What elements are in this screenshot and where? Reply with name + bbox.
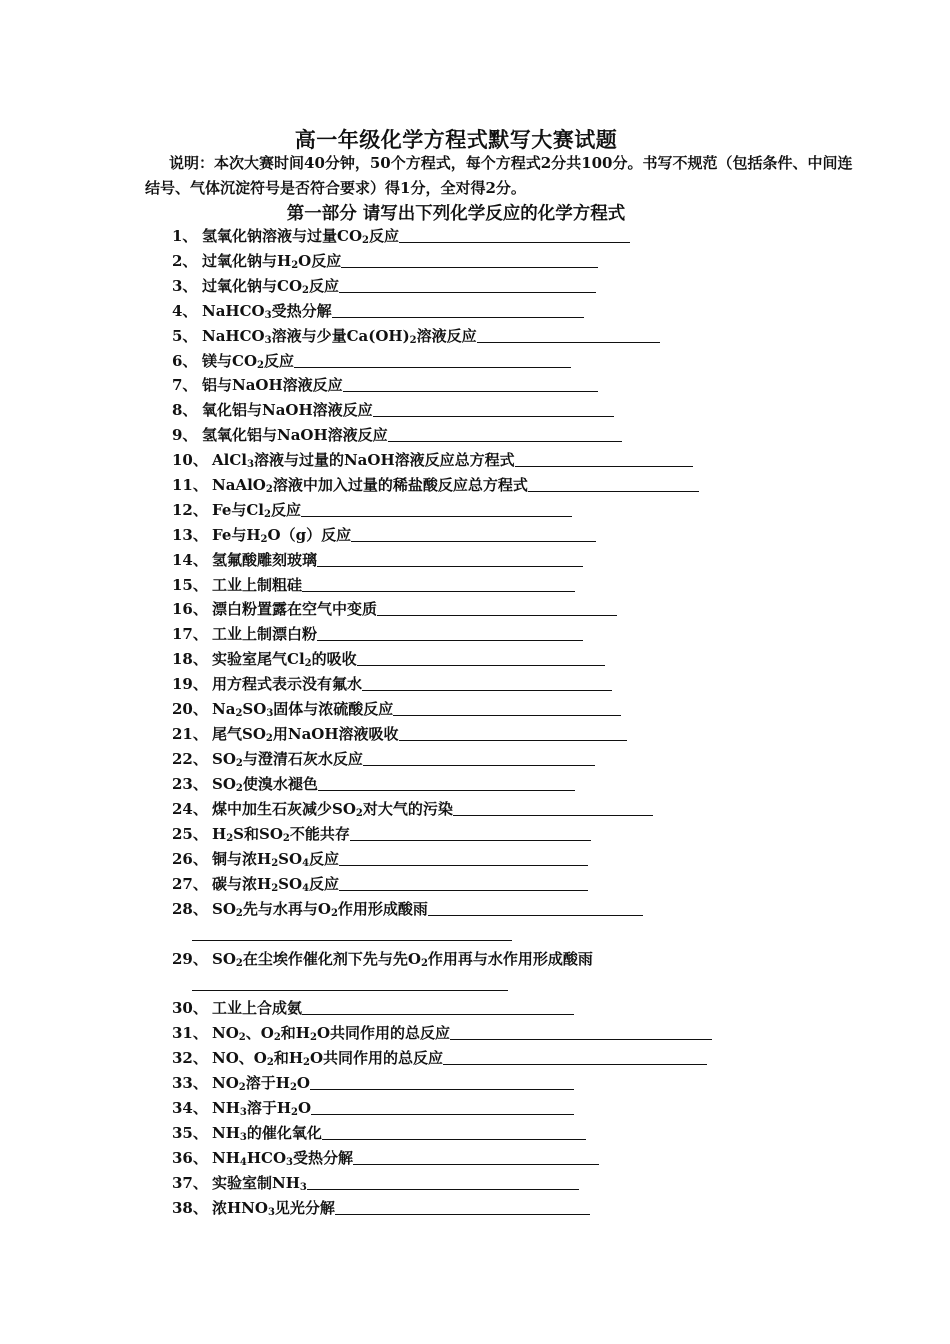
question-item (172, 597, 617, 621)
question-number: 11、 (172, 476, 208, 494)
answer-line[interactable] (388, 441, 622, 442)
question-item (172, 573, 575, 597)
answer-line-28-extra[interactable] (192, 940, 512, 941)
question-number: 26、 (172, 850, 208, 868)
question-number: 18、 (172, 650, 208, 668)
question-number: 29、 (172, 950, 208, 968)
question-number: 22、 (172, 750, 208, 768)
answer-line[interactable] (335, 1214, 590, 1215)
question-item (172, 498, 572, 522)
question-number: 1、 (172, 227, 198, 245)
question-number: 13、 (172, 526, 208, 544)
question-number: 3、 (172, 277, 198, 295)
question-item (172, 1096, 574, 1120)
question-text: 过氧化钠与$CO_2$反应 (202, 277, 339, 296)
answer-line[interactable] (363, 765, 595, 766)
question-item (172, 897, 643, 921)
question-text: 工业上制粗硅 (212, 576, 303, 594)
question-text: $SO_2$先与水再与$O_2$作用形成酸雨 (212, 900, 428, 919)
question-item (172, 274, 596, 298)
question-number: 9、 (172, 426, 198, 444)
question-item (172, 822, 591, 846)
answer-line-29-extra[interactable] (192, 990, 508, 991)
answer-line[interactable] (357, 665, 605, 666)
answer-line[interactable] (443, 1064, 707, 1065)
question-text: $H_2S$和$SO_2$不能共存 (212, 825, 350, 844)
question-number: 38、 (172, 1199, 208, 1217)
question-number: 16、 (172, 600, 208, 618)
question-item (172, 1121, 586, 1145)
question-text: $NO_2$溶于$H_2O$ (212, 1074, 310, 1093)
question-item (172, 249, 598, 273)
answer-line[interactable] (317, 640, 583, 641)
question-number: 28、 (172, 900, 208, 918)
question-text: NaHCO$_3$溶液与少量$Ca(OH)_2$溶液反应 (202, 327, 477, 346)
question-text: $Na_2SO_3$固体与浓硫酸反应 (212, 700, 394, 719)
question-number: 34、 (172, 1099, 208, 1117)
answer-line[interactable] (362, 690, 612, 691)
question-number: 35、 (172, 1124, 208, 1142)
question-item (172, 423, 622, 447)
question-text: 实验室制$NH_3$ (212, 1174, 307, 1193)
question-number: 21、 (172, 725, 208, 743)
question-number: 24、 (172, 800, 208, 818)
question-item (172, 324, 660, 348)
question-item (172, 672, 612, 696)
question-number: 14、 (172, 551, 208, 569)
question-item (172, 797, 653, 821)
question-item (172, 697, 621, 721)
question-text: 铜与浓$H_2SO_4$反应 (212, 850, 340, 869)
question-text: 煤中加生石灰减少$SO_2$对大气的污染 (212, 800, 453, 819)
answer-line[interactable] (428, 915, 643, 916)
question-text: $SO_2$在尘埃作催化剂下先与先$O_2$作用再与水作用形成酸雨 (212, 950, 593, 969)
question-text: $SO_2$使溴水褪色 (212, 775, 318, 794)
question-text: 氢氟酸雕刻玻璃 (212, 551, 318, 569)
answer-line[interactable] (353, 1164, 599, 1165)
question-text: 过氧化钠与$H_2O$反应 (202, 252, 342, 271)
question-text: 工业上合成氨 (212, 999, 303, 1017)
question-text: $NO_2$、$O_2$和$H_2O$共同作用的总反应 (212, 1024, 451, 1043)
answer-line[interactable] (311, 1114, 574, 1115)
question-number: 8、 (172, 401, 198, 419)
question-item (172, 373, 598, 397)
instructions-note: 说明：本次大赛时间40分钟，50个方程式，每个方程式2分共100分。书写不规范（包括条件、中间连结号、气体沉淀符号是否符合要求）得1分，全对得2分。 (145, 154, 853, 197)
question-text: $NH_4HCO_3$受热分解 (212, 1149, 354, 1168)
question-text: 碳与浓$H_2SO_4$反应 (212, 875, 340, 894)
question-text: Fe与$Cl_2$反应 (212, 501, 301, 520)
question-number: 36、 (172, 1149, 208, 1167)
answer-line[interactable] (399, 242, 630, 243)
answer-line[interactable] (307, 1189, 579, 1190)
answer-line[interactable] (322, 1139, 586, 1140)
question-item (172, 448, 693, 472)
question-text: 铝与NaOH溶液反应 (202, 376, 343, 394)
question-number: 37、 (172, 1174, 208, 1192)
question-item (172, 872, 588, 896)
question-item (172, 1146, 599, 1170)
answer-line[interactable] (339, 890, 588, 891)
question-item (172, 1196, 590, 1220)
question-text: NO、$O_2$和$H_2O$共同作用的总反应 (212, 1049, 444, 1068)
page-title: 高一年级化学方程式默写大赛试题 (294, 127, 618, 152)
answer-line[interactable] (317, 566, 583, 567)
answer-line[interactable] (377, 615, 617, 616)
question-text: 漂白粉置露在空气中变质 (212, 600, 378, 618)
question-number: 27、 (172, 875, 208, 893)
question-number: 30、 (172, 999, 208, 1017)
question-item (172, 349, 571, 373)
question-text: $NH_3$的催化氧化 (212, 1124, 322, 1143)
question-text: 浓$HNO_3$见光分解 (212, 1199, 335, 1218)
question-number: 17、 (172, 625, 208, 643)
answer-line[interactable] (393, 715, 621, 716)
question-item (172, 996, 574, 1020)
question-item (172, 722, 627, 746)
answer-line[interactable] (294, 367, 571, 368)
question-number: 25、 (172, 825, 208, 843)
question-item (172, 1046, 707, 1070)
question-text: 尾气$SO_2$用NaOH溶液吸收 (212, 725, 399, 744)
answer-line[interactable] (332, 317, 584, 318)
question-item (172, 398, 614, 422)
question-item (172, 548, 583, 572)
answer-line[interactable] (302, 591, 575, 592)
answer-line[interactable] (373, 416, 614, 417)
question-text: 用方程式表示没有氟水 (212, 675, 363, 693)
question-text: 氢氧化钠溶液与过量$CO_2$反应 (202, 227, 399, 246)
question-item (172, 747, 595, 771)
question-item (172, 1171, 579, 1195)
answer-line[interactable] (339, 292, 596, 293)
question-item (172, 1071, 574, 1095)
question-text: NaHCO$_3$受热分解 (202, 302, 332, 321)
question-item (172, 647, 605, 671)
question-item (172, 473, 699, 497)
question-text: $SO_2$与澄清石灰水反应 (212, 750, 363, 769)
question-number: 20、 (172, 700, 208, 718)
answer-line[interactable] (343, 391, 598, 392)
question-item (172, 1021, 712, 1045)
section-heading: 第一部分 请写出下列化学反应的化学方程式 (286, 204, 626, 224)
answer-line[interactable] (341, 267, 598, 268)
answer-line[interactable] (450, 1039, 712, 1040)
question-number: 12、 (172, 501, 208, 519)
answer-line[interactable] (515, 466, 693, 467)
question-number: 10、 (172, 451, 208, 469)
question-text: NaAlO$_2$溶液中加入过量的稀盐酸反应总方程式 (212, 476, 528, 495)
question-item (172, 224, 630, 248)
question-number: 4、 (172, 302, 198, 320)
question-number: 2、 (172, 252, 198, 270)
question-item (172, 947, 593, 971)
question-text: AlCl$_3$溶液与过量的NaOH溶液反应总方程式 (212, 451, 515, 470)
question-text: 氢氧化铝与NaOH溶液反应 (202, 426, 388, 444)
question-text: 氧化铝与NaOH溶液反应 (202, 401, 373, 419)
answer-line[interactable] (351, 541, 596, 542)
question-text: $NH_3$溶于$H_2O$ (212, 1099, 312, 1118)
question-number: 23、 (172, 775, 208, 793)
answer-line[interactable] (399, 740, 627, 741)
question-item (172, 299, 584, 323)
answer-line[interactable] (528, 491, 699, 492)
question-number: 7、 (172, 376, 198, 394)
answer-line[interactable] (310, 1089, 574, 1090)
question-number: 5、 (172, 327, 198, 345)
question-number: 31、 (172, 1024, 208, 1042)
answer-line[interactable] (318, 790, 575, 791)
question-text: Fe与$H_2O(g)$反应 (212, 526, 352, 545)
answer-line[interactable] (453, 815, 653, 816)
question-text: 镁与$CO_2$反应 (202, 352, 294, 371)
question-item (172, 847, 588, 871)
answer-line[interactable] (477, 342, 660, 343)
question-number: 33、 (172, 1074, 208, 1092)
answer-line[interactable] (302, 1014, 574, 1015)
question-number: 19、 (172, 675, 208, 693)
answer-line[interactable] (339, 865, 588, 866)
question-text: 工业上制漂白粉 (212, 625, 318, 643)
question-number: 15、 (172, 576, 208, 594)
question-text: 实验室尾气$Cl_2$的吸收 (212, 650, 357, 669)
question-number: 32、 (172, 1049, 208, 1067)
answer-line[interactable] (301, 516, 572, 517)
question-item (172, 622, 583, 646)
question-item (172, 523, 596, 547)
question-item (172, 772, 575, 796)
answer-line[interactable] (350, 840, 591, 841)
question-number: 6、 (172, 352, 198, 370)
